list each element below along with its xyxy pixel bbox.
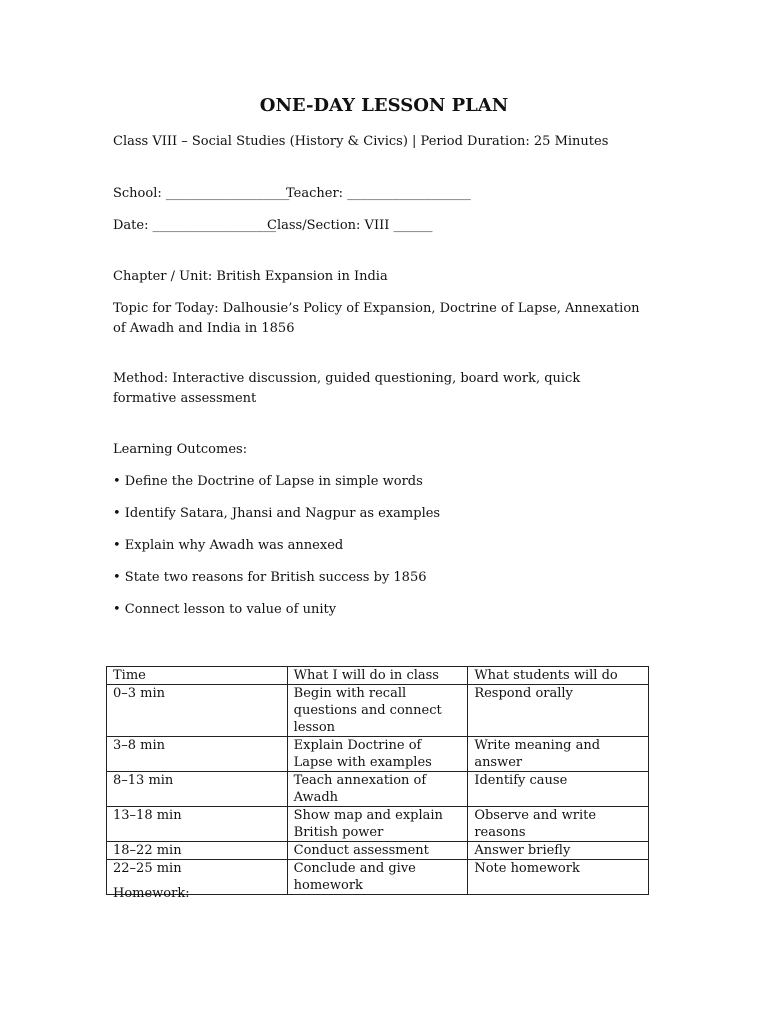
table-row <box>107 772 649 807</box>
time-cell: 22–25 min <box>107 860 288 895</box>
outcome-item: • Define the Doctrine of Lapse in simple words <box>113 474 423 489</box>
teacher-label: Teacher: <box>286 186 344 201</box>
page-title: ONE-DAY LESSON PLAN <box>259 95 509 116</box>
school-label: School: <box>113 186 162 201</box>
homework-label: Homework: <box>113 886 190 901</box>
outcomes-heading: Learning Outcomes: <box>113 442 248 457</box>
student-activity-cell: Respond orally <box>468 685 649 737</box>
schedule-table <box>106 666 649 895</box>
time-cell: 18–22 min <box>107 842 288 860</box>
teacher-activity-cell: Show map and explain British power <box>287 807 468 842</box>
time-cell: 0–3 min <box>107 685 288 737</box>
time-cell: 13–18 min <box>107 807 288 842</box>
table-row <box>107 737 649 772</box>
date-blank: ___________________ <box>152 218 277 233</box>
outcome-item: • State two reasons for British success by 1856 <box>113 570 427 585</box>
student-activity-cell: Note homework <box>468 860 649 895</box>
teacher-blank: ___________________ <box>347 186 471 201</box>
outcome-item: • Connect lesson to value of unity <box>113 602 337 617</box>
topic-line: Topic for Today: Dalhousie’s Policy of Expansion, Doctrine of Lapse, Annexation of Awadh and India in 1856 <box>113 301 640 336</box>
outcome-item: • Identify Satara, Jhansi and Nagpur as examples <box>113 506 441 521</box>
header-cell: Time <box>107 667 288 685</box>
outcome-item: • Explain why Awadh was annexed <box>113 538 344 553</box>
table-header-row <box>107 667 649 685</box>
teacher-activity-cell: Conduct assessment <box>287 842 468 860</box>
table-row <box>107 842 649 860</box>
chapter-line: Chapter / Unit: British Expansion in India <box>113 269 388 284</box>
student-activity-cell: Write meaning and answer <box>468 737 649 772</box>
date-field <box>113 216 276 236</box>
time-cell: 8–13 min <box>107 772 288 807</box>
header-cell: What I will do in class <box>287 667 468 685</box>
teacher-activity-cell: Teach annexation of Awadh <box>287 772 468 807</box>
date-label: Date: <box>113 218 149 233</box>
student-activity-cell: Answer briefly <box>468 842 649 860</box>
teacher-field <box>286 184 471 204</box>
teacher-activity-cell: Begin with recall questions and connect lesson <box>287 685 468 737</box>
class-section-field <box>267 216 433 236</box>
school-field <box>113 184 289 204</box>
time-cell: 3–8 min <box>107 737 288 772</box>
student-activity-cell: Observe and write reasons <box>468 807 649 842</box>
student-activity-cell: Identify cause <box>468 772 649 807</box>
header-cell: What students will do <box>468 667 649 685</box>
table-row <box>107 807 649 842</box>
subtitle: Class VIII – Social Studies (History & Civics) | Period Duration: 25 Minutes <box>113 134 609 149</box>
school-blank: ___________________ <box>165 186 290 201</box>
teacher-activity-cell: Explain Doctrine of Lapse with examples <box>287 737 468 772</box>
teacher-activity-cell: Conclude and give homework <box>287 860 468 895</box>
method-line: Method: Interactive discussion, guided questioning, board work, quick formative assessment <box>113 371 581 406</box>
table-row <box>107 685 649 737</box>
class-section-blank: ______ <box>393 218 433 233</box>
class-section-label: Class/Section: VIII <box>267 218 390 233</box>
